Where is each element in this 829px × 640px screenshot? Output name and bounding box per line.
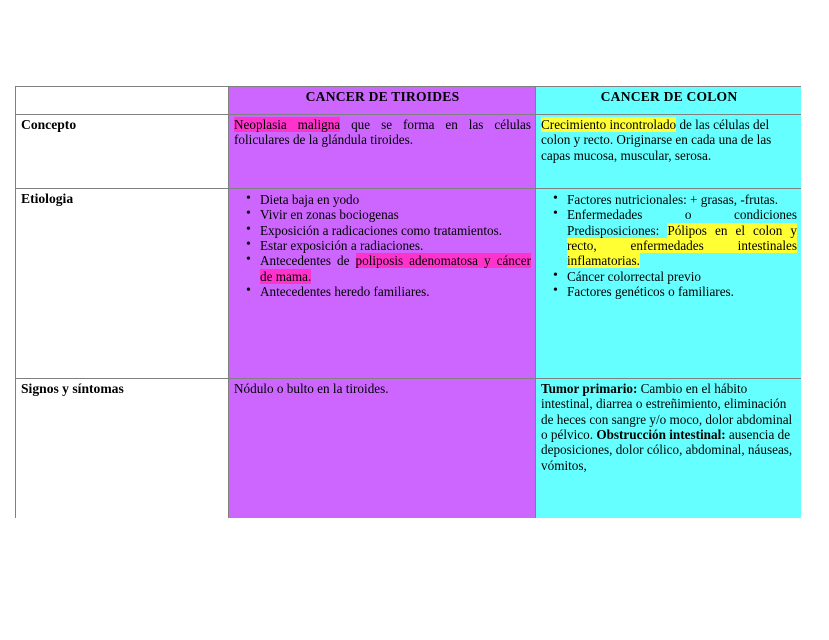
bullet-item	[260, 238, 531, 253]
bullet-item	[260, 253, 531, 284]
bullet-item	[567, 192, 797, 207]
text-run: Antecedentes de	[260, 253, 356, 269]
header-cell-colon: CANCER DE COLON	[536, 87, 802, 115]
rich-text	[541, 381, 797, 473]
rich-text	[541, 117, 797, 163]
highlighted-text: Crecimiento incontrolado	[541, 117, 677, 132]
text-run: Nódulo o bulto en la tiroides.	[234, 381, 389, 396]
cell-concepto-tiroides	[229, 115, 536, 189]
text-run: Factores genéticos o familiares.	[567, 283, 734, 299]
bullet-item	[260, 223, 531, 238]
table-row	[16, 189, 802, 379]
header-cell-tiroides: CANCER DE TIROIDES	[229, 87, 536, 115]
row-label-signos-sintomas: Signos y síntomas	[16, 379, 229, 519]
rich-text	[234, 381, 531, 396]
bullet-list	[541, 192, 797, 299]
comparison-table-clip-region	[15, 86, 801, 518]
table-row	[16, 379, 802, 519]
text-run: Cambio en el hábito intestinal, diarrea o estreñimiento, eliminación de heces con sangre y/o moco, dolor abdominal o pélvico.	[541, 381, 793, 442]
text-run: que se forma en las células foliculares de la glándula tiroides.	[234, 117, 531, 148]
text-run: Obstrucción intestinal:	[593, 426, 726, 442]
highlighted-text: Neoplasia maligna	[234, 117, 341, 132]
bullet-item	[260, 192, 531, 207]
text-run: Dieta baja en yodo	[260, 192, 360, 207]
rich-text	[234, 117, 531, 148]
bullet-item	[260, 207, 531, 222]
text-run: Enfermedades o condiciones Predisposiciones:	[567, 207, 797, 238]
bullet-item	[260, 284, 531, 299]
header-cell-empty	[16, 87, 229, 115]
highlighted-text: poliposis adenomatosa y cáncer de mama.	[260, 253, 531, 284]
text-run: Cáncer colorrectal previo	[567, 268, 701, 284]
table-header-row	[16, 87, 802, 115]
text-run: Vivir en zonas bociogenas	[260, 207, 399, 223]
cell-signos-tiroides	[229, 379, 536, 519]
text-run: ausencia de deposiciones, dolor cólico, abdominal, náuseas, vómitos,	[541, 426, 793, 473]
text-run: de las células del colon y recto. Originarse en cada una de las capas mucosa, muscular, serosa.	[541, 117, 772, 163]
cell-etiologia-colon	[536, 189, 802, 379]
text-run: Factores nutricionales: + grasas, -frutas.	[567, 192, 779, 207]
text-run: Antecedentes heredo familiares.	[260, 283, 430, 299]
row-label-concepto: Concepto	[16, 115, 229, 189]
highlighted-text: Pólipos en el colon y recto, enfermedades intestinales inflamatorias.	[567, 222, 797, 269]
bullet-list	[234, 192, 531, 299]
comparison-table	[15, 86, 801, 518]
text-run: Estar exposición a radiaciones.	[260, 237, 424, 253]
bullet-item	[567, 284, 797, 299]
row-label-etiologia: Etiologia	[16, 189, 229, 379]
bullet-item	[567, 269, 797, 284]
text-run: Tumor primario:	[541, 381, 638, 396]
table-row	[16, 115, 802, 189]
cell-signos-colon	[536, 379, 802, 519]
bullet-item	[567, 207, 797, 268]
cell-etiologia-tiroides	[229, 189, 536, 379]
text-run: Exposición a radicaciones como tratamientos.	[260, 222, 503, 238]
cell-concepto-colon	[536, 115, 802, 189]
